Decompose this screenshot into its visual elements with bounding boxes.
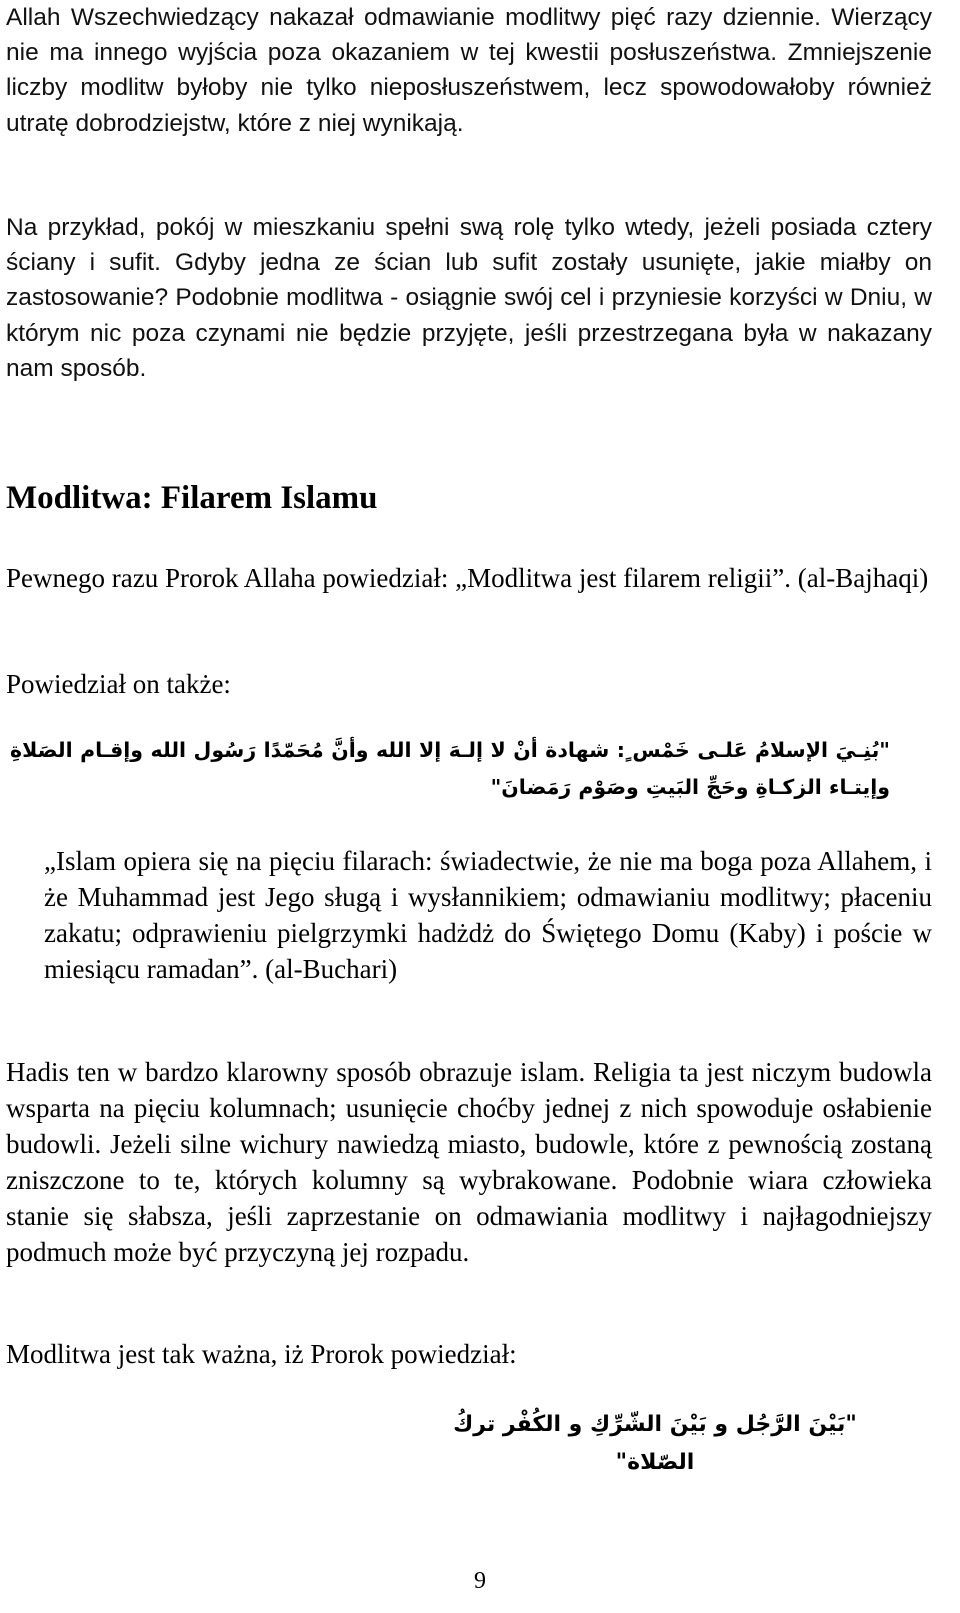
- explanation-block: [6, 1054, 932, 1270]
- also-said-block: [6, 666, 932, 702]
- hadith-translation-block: [6, 843, 932, 987]
- page-number: 9: [474, 1568, 486, 1594]
- intro-quote-block: [6, 560, 932, 596]
- arabic-hadith-five-pillars: [10, 732, 890, 806]
- arabic-prayer-hadith-text: "بَيْنَ الرَّجُل و بَيْنَ الشّرِّكِ و الكُفْر تركُ الصّلاة": [453, 1412, 857, 1475]
- section-heading: Modlitwa: Filarem Islamu: [6, 480, 378, 516]
- arabic-hadith-prayer: [420, 1406, 890, 1482]
- pillar-of-religion-quote: Pewnego razu Prorok Allaha powiedział: „Modlitwa jest filarem religii”. (al-Bajhaqi): [6, 563, 929, 593]
- opening-paragraph: [6, 0, 932, 141]
- room-analogy-paragraph: [6, 210, 932, 386]
- room-analogy-text: Na przykład, pokój w mieszkaniu spełni swą rolę tylko wtedy, jeżeli posiada cztery ściany i sufit. Gdyby jedna ze ścian lub sufit zostały usunięte, jakie miałby on zastosowanie?: [6, 214, 932, 312]
- explanation-paragraph: Hadis ten w bardzo klarowny sposób obrazuje islam. Religia ta jest niczym budowla wsparta na pięciu kolumnach; usunięcie choćby jednej z nich spowoduje osłabienie budowli. Jeżeli silne wichury nawiedzą miasto, budowle, które z pewnością zostaną zniszczone to te, których kolumny są wybrakowane. Podobnie wiara człowieka stanie się słabsza, jeśli zaprzestanie on odmawiania modlitwy i najłagodniejszy podmuch może być przyczyną jej rozpadu.: [6, 1057, 932, 1267]
- also-said-label: Powiedział on także:: [6, 669, 231, 699]
- paragraph-five-daily-prayers: Allah Wszechwiedzący nakazał odmawianie modlitwy pięć razy dziennie. Wierzący nie ma innego wyjścia poza okazaniem w tej kwestii posłuszeństwa. Zmniejszenie liczby modlitw byłoby nie tylko nieposłuszeństwem, lecz spowodowałoby również utratę dobrodziejstw, które z niej wynikają.: [6, 4, 932, 137]
- prayer-benefit-text: Podobnie modlitwa - osiągnie swój cel i przyniesie korzyści w Dniu, w którym nic poza czynami nie będzie przyjęte, jeśli przestrzegana była w nakazany nam sposób.: [6, 284, 932, 382]
- prophet-said-label: Modlitwa jest tak ważna, iż Prorok powiedział:: [6, 1339, 517, 1369]
- prophet-said-block: [6, 1336, 932, 1372]
- hadith-translation: „Islam opiera się na pięciu filarach: świadectwie, że nie ma boga poza Allahem, i że Muhammad jest Jego sługą i wysłannikiem; odmawianiu modlitwy; płaceniu zakatu; odprawieniu pielgrzymki hadżdż do Świętego Domu (Kaby) i poście w miesiącu ramadan”. (al-Buchari): [44, 846, 932, 984]
- section-heading-block: [6, 478, 932, 518]
- arabic-hadith-text: "بُنِـيَ الإسلامُ عَلـى خَمْس ٍ: شهادة أنْ لا إلـهَ إلا الله وأنَّ مُحَمّدًا رَسُول الله وإقـام الصَلاةِ وإيتـاء الزكـاةِ وحَجِّ البَيتِ وصَوْم رَمَضانَ": [10, 738, 890, 799]
